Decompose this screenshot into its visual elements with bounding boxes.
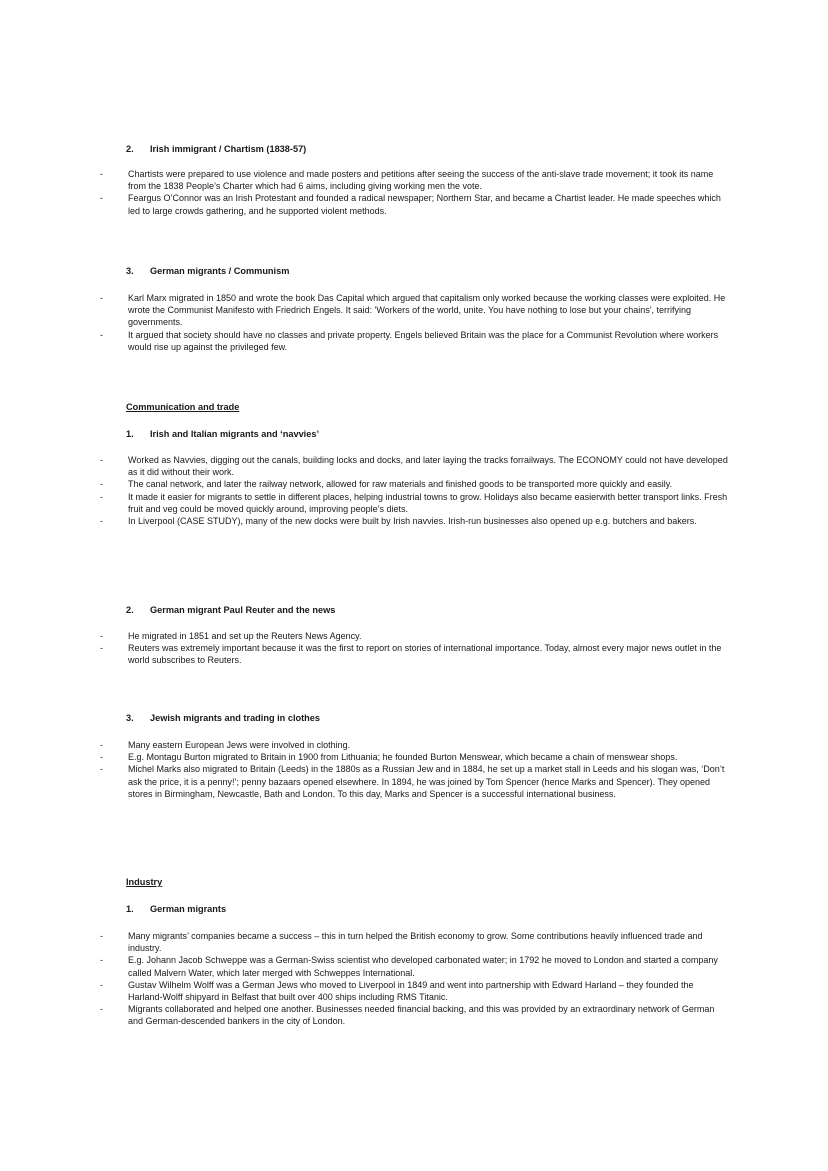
bullet-text: E.g. Montagu Burton migrated to Britain in 1900 from Lithuania; he founded Burton Menswear, which became a chain of menswear shops. (128, 752, 678, 763)
list-item (0, 292, 730, 329)
list-item (0, 630, 730, 642)
list-item (0, 751, 730, 763)
section-heading-navvies (126, 428, 319, 440)
bullet-dash: - (100, 1004, 103, 1015)
bullet-text: The canal network, and later the railway network, allowed for raw materials and finished goods to be transported more quickly and easily. (128, 479, 673, 490)
bullet-dash: - (100, 955, 103, 966)
list-item (0, 979, 730, 1003)
section-heading-communism (126, 265, 289, 277)
section-title: Jewish migrants and trading in clothes (150, 713, 321, 723)
section-heading-chartism (126, 143, 306, 155)
section-title: German migrants (150, 904, 227, 914)
bullet-text: He migrated in 1851 and set up the Reuters News Agency. (128, 631, 362, 641)
list-item (0, 192, 730, 216)
section-title: Irish immigrant / Chartism (1838-57) (150, 144, 307, 154)
bullet-list-navvies (0, 454, 828, 527)
bullet-text: It argued that society should have no classes and private property. Engels believed Britain was the place for a Communist Revolution where workers would rise up against the privileged few. (128, 329, 719, 352)
bullet-list-german-migrants (0, 930, 828, 1028)
bullet-list-communism (0, 292, 828, 353)
section-number: 3. (126, 713, 134, 723)
bullet-dash: - (100, 516, 103, 527)
list-item (0, 478, 730, 490)
bullet-text: E.g. Johann Jacob Schweppe was a German-Swiss scientist who developed carbonated water; in 1792 he moved to London and started a company called Malvern Water, which later merged with Schweppes International. (128, 955, 718, 978)
section-number: 2. (126, 605, 134, 615)
section-title: German migrants / Communism (150, 266, 290, 276)
bullet-text: It made it easier for migrants to settle in different places, helping industrial towns to grow. Holidays also became easierwith better transport links. Fresh fruit and veg could be moved quickly around, improving people’s diets. (128, 491, 728, 514)
bullet-dash: - (100, 764, 103, 775)
section-number: 3. (126, 266, 134, 276)
bullet-text: Reuters was extremely important because it was the first to report on stories of international importance. Today, almost every major news outlet in the world subscribes to Reuters. (128, 643, 722, 666)
bullet-dash: - (100, 491, 103, 502)
header-industry: Industry (126, 877, 163, 887)
bullet-text: Many migrants’ companies became a success – this in turn helped the British economy to grow. Some contributions heavily influenced trade and industry. (128, 931, 703, 954)
list-item (0, 930, 730, 954)
section-heading-jewish-migrants (126, 712, 320, 724)
bullet-dash: - (100, 740, 103, 750)
bullet-dash: - (100, 329, 103, 340)
bullet-text: In Liverpool (CASE STUDY), many of the new docks were built by Irish navvies. Irish-run businesses also opened up e.g. butchers and bakers. (128, 516, 697, 527)
bullet-dash: - (100, 631, 103, 641)
bullet-list-reuter (0, 630, 828, 667)
bullet-dash: - (100, 479, 103, 490)
header-communication-and-trade: Communication and trade (126, 402, 240, 412)
section-heading-reuter (126, 604, 335, 616)
list-item (0, 739, 730, 751)
bullet-text: Feargus O’Connor was an Irish Protestant and founded a radical newspaper; Northern Star, and became a Chartist leader. He made speeches which led to large crowds gathering, and he supported violent methods. (128, 193, 721, 216)
section-title: Irish and Italian migrants and ‘navvies’ (150, 429, 319, 439)
bullet-text: Migrants collaborated and helped one another. Businesses needed financial backing, and this was provided by an extraordinary network of German and German-descended bankers in the city of London. (128, 1004, 715, 1027)
bullet-text: Michel Marks also migrated to Britain (Leeds) in the 1880s as a Russian Jew and in 1884, he set up a market stall in Leeds and his slogan was, ‘Don’t ask the price, it is a penny!’; penny bazaars opened elsewhere. In 1894, he was joined by Tom Spencer (hence Marks and Spencer). They opened stores in Birmingham, Newcastle, Bath and London. To this day, Marks and Spencer is a successful international business. (128, 764, 725, 799)
bullet-dash: - (100, 193, 103, 204)
list-item (0, 491, 730, 515)
bullet-text: Worked as Navvies, digging out the canals, building locks and docks, and later laying the tracks forrailways. The ECONOMY could not have developed as it did without their work. (128, 455, 728, 478)
section-number: 1. (126, 429, 134, 439)
section-title: German migrant Paul Reuter and the news (150, 605, 336, 615)
list-item (0, 168, 730, 192)
section-heading-german-migrants (126, 903, 226, 915)
bullet-text: Many eastern European Jews were involved in clothing. (128, 740, 351, 750)
bullet-dash: - (100, 752, 103, 763)
bullet-text: Chartists were prepared to use violence and made posters and petitions after seeing the success of the anti-slave trade movement; it took its name from the 1838 People’s Charter which had 6 aims, including giving working men the vote. (128, 169, 714, 192)
bullet-dash: - (100, 169, 103, 179)
bullet-dash: - (100, 293, 103, 303)
bullet-dash: - (100, 455, 103, 465)
list-item (0, 954, 730, 978)
list-item (0, 642, 730, 666)
bullet-text: Gustav Wilhelm Wolff was a German Jews who moved to Liverpool in 1849 and went into partnership with Edward Harland – they founded the Harland-Wolff shipyard in Belfast that built over 400 ships including RMS Titanic. (128, 979, 694, 1003)
list-item (0, 1003, 730, 1027)
section-number: 1. (126, 904, 134, 914)
list-item (0, 763, 730, 800)
bullet-dash: - (100, 643, 103, 654)
bullet-list-jewish-migrants (0, 739, 828, 800)
bullet-list-chartism (0, 168, 828, 217)
list-item (0, 454, 730, 478)
bullet-dash: - (100, 979, 103, 990)
bullet-dash: - (100, 931, 103, 941)
section-number: 2. (126, 144, 134, 154)
list-item (0, 329, 730, 353)
bullet-text: Karl Marx migrated in 1850 and wrote the book Das Capital which argued that capitalism only worked because the working classes were exploited. He wrote the Communist Manifesto with Friedrich Engels. It said: 'Workers of the world, unite. You have nothing to lose but your chains', terrifying governments. (128, 293, 726, 328)
list-item (0, 515, 730, 527)
